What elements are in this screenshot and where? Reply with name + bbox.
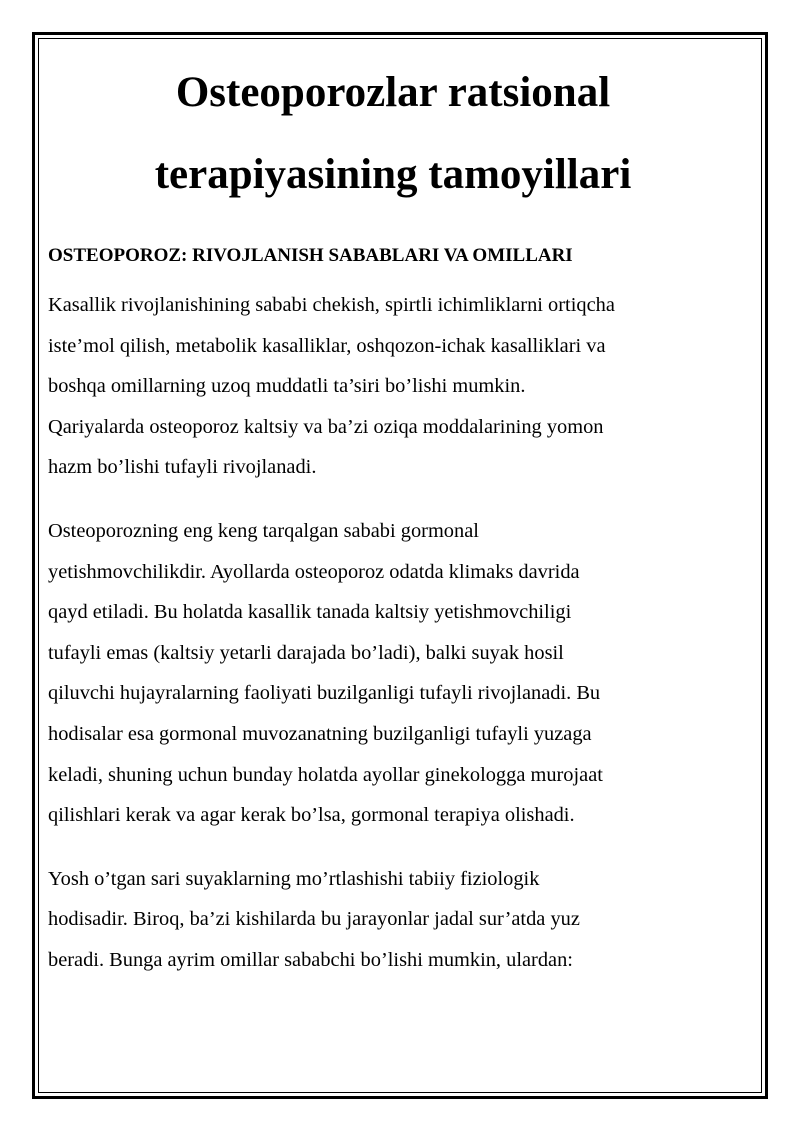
text-line: qayd etiladi. Bu holatda kasallik tanada kaltsiy yetishmovchiligi bbox=[48, 601, 572, 624]
text-line: yetishmovchilikdir. Ayollarda osteoporoz odatda klimaks davrida bbox=[48, 560, 580, 583]
text-line: Qariyalarda osteoporoz kaltsiy va ba’zi oziqa moddalarining yomon bbox=[48, 415, 604, 438]
text-line: tufayli emas (kaltsiy yetarli darajada bo’ladi), balki suyak hosil bbox=[48, 641, 564, 664]
title-line: Osteoporozlar ratsional bbox=[175, 69, 611, 116]
text-line: qiluvchi hujayralarning faoliyati buzilganligi tufayli rivojlanadi. Bu bbox=[48, 682, 601, 705]
text-line: Osteoporozning eng keng tarqalgan sababi gormonal bbox=[48, 519, 479, 542]
text-line: hodisalar esa gormonal muvozanatning buzilganligi tufayli yuzaga bbox=[48, 722, 592, 745]
document-body bbox=[48, 52, 738, 981]
paragraph-3 bbox=[48, 859, 738, 981]
text-line: hazm bo’lishi tufayli rivojlanadi. bbox=[48, 456, 317, 479]
text-line: Yosh o’tgan sari suyaklarning mo’rtlashishi tabiiy fiziologik bbox=[48, 867, 540, 890]
text-line: boshqa omillarning uzoq muddatli ta’siri bo’lishi mumkin. bbox=[48, 375, 526, 398]
paragraph-1 bbox=[48, 285, 738, 488]
paragraph-2 bbox=[48, 511, 738, 836]
text-line: qilishlari kerak va agar kerak bo’lsa, gormonal terapiya olishadi. bbox=[48, 804, 575, 827]
text-line: beradi. Bunga ayrim omillar sababchi bo’lishi mumkin, ulardan: bbox=[48, 948, 573, 971]
section-heading: OSTEOPOROZ: RIVOJLANISH SABABLARI VA OMILLARI bbox=[48, 245, 573, 266]
document-title bbox=[48, 52, 738, 216]
text-line: Kasallik rivojlanishining sababi chekish, spirtli ichimliklarni ortiqcha bbox=[48, 294, 615, 316]
text-line: hodisadir. Biroq, ba’zi kishilarda bu jarayonlar jadal sur’atda yuz bbox=[48, 908, 580, 931]
title-line: terapiyasining tamoyillari bbox=[154, 151, 632, 198]
text-line: iste’mol qilish, metabolik kasalliklar, oshqozon-ichak kasalliklari va bbox=[48, 334, 606, 357]
text-line: keladi, shuning uchun bunday holatda ayollar ginekologga murojaat bbox=[48, 763, 603, 786]
